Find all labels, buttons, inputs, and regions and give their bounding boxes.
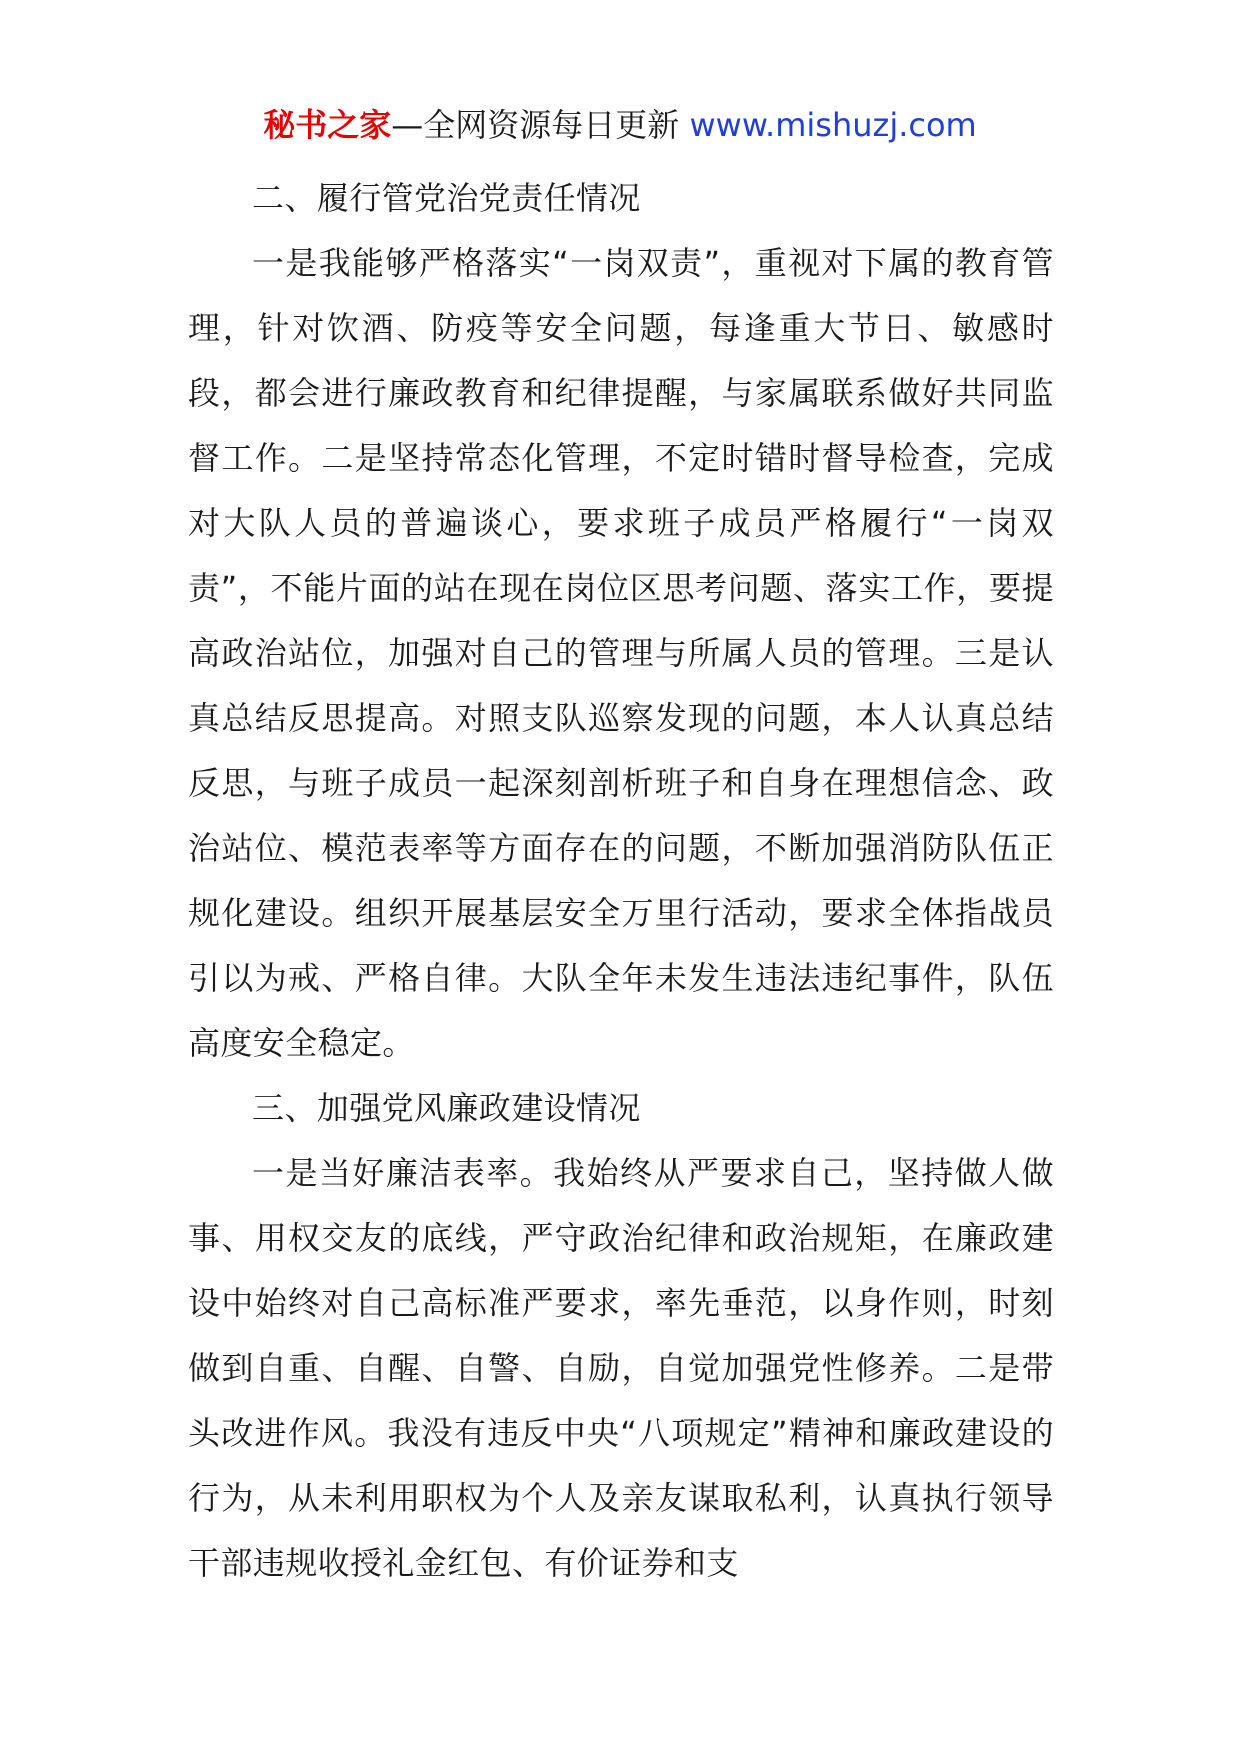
section-heading-3: 三、加强党风廉政建设情况 xyxy=(252,1089,641,1127)
body-paragraph: 一是我能够严格落实“一岗双责”，重视对下属的教育管理，针对饮酒、防疫等安全问题，每逢重大节日、敏感时段，都会进行廉政教育和纪律提醒，与家属联系做好共同监督工作。二是坚持常态化管理，不定时错时督导检查，完成对大队人员的普遍谈心，要求班子成员严格履行“一岗双责”，不能片面的站在现在岗位区思考问题、落实工作，要提高政治站位，加强对自己的管理与所属人员的管理。三是认真总结反思提高。对照支队巡察发现的问题，本人认真总结反思，与班子成员一起深刻剖析班子和自身在理想信念、政治站位、模范表率等方面存在的问题，不断加强消防队伍正规化建设。组织开展基层安全万里行活动，要求全体指战员引以为戒、严格自律。大队全年未发生违法违纪事件，队伍高度安全稳定。 xyxy=(188,244,1054,1062)
document-body xyxy=(188,166,1054,1596)
section-heading-2: 二、履行管党治党责任情况 xyxy=(252,179,641,217)
header-tagline: —全网资源每日更新 xyxy=(391,106,690,144)
site-url[interactable]: www.mishuzj.com xyxy=(689,106,977,144)
page-header xyxy=(0,100,1240,150)
brand-name: 秘书之家 xyxy=(263,106,392,144)
body-paragraph: 一是当好廉洁表率。我始终从严要求自己，坚持做人做事、用权交友的底线，严守政治纪律和政治规矩，在廉政建设中始终对自己高标准严要求，率先垂范，以身作则，时刻做到自重、自醒、自警、自励，自觉加强党性修养。二是带头改进作风。我没有违反中央“八项规定”精神和廉政建设的行为，从未利用职权为个人及亲友谋取私利，认真执行领导干部违规收授礼金红包、有价证券和支 xyxy=(188,1154,1054,1582)
